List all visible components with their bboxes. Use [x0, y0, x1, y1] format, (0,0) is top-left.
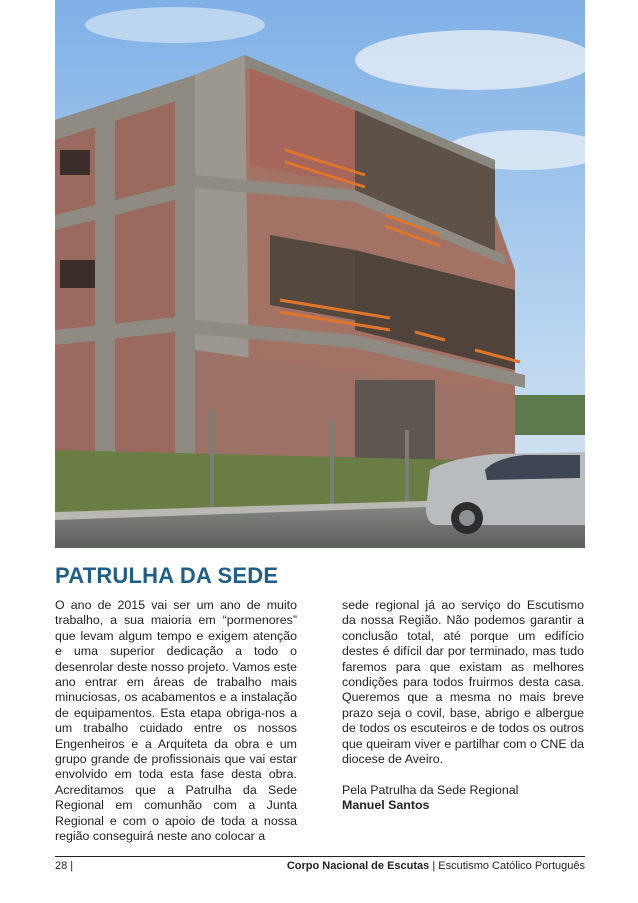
footer-subtitle: Escutismo Católico Português [438, 860, 585, 872]
building-photo-icon [55, 0, 585, 548]
article-title: PATRULHA DA SEDE [55, 563, 279, 588]
article-left-column [55, 598, 297, 845]
article-right-column [342, 598, 584, 814]
footer-divider [55, 856, 585, 857]
article-paragraph: O ano de 2015 vai ser um ano de muito trabalho, a sua maioria em “pormenores” que levam algum tempo e exigem atenção e uma superior dedicação a todo o desenrolar deste nosso projeto. Vamos este ano entrar em áreas de trabalho mais minuciosas, os acabamentos e a instalação de equipamentos. Esta etapa obriga-nos a um trabalho cuidado entre os nossos Engenheiros e a Arquiteta da obra e um grupo grande de profissionais que vai estar envolvido em toda esta fase desta obra. Acreditamos que a Patrulha da Sede Regional em comunhão com a Junta Regional e com o apoio de toda a nossa região conseguirá neste ano colocar a [55, 598, 297, 844]
signature-name: Manuel Santos [342, 798, 430, 813]
article-paragraph: sede regional já ao serviço do Escutismo da nossa Região. Não podemos garantir a conclusão total, até porque um edifício destes é difícil dar por terminado, mas tudo faremos para que existam as melhores condições para todos fruirmos desta casa. Queremos que a mesma no mais breve prazo seja o covil, base, abrigo e albergue de todos os escuteiros e de todos os outros que queiram viver e partilhar com o CNE da diocese de Aveiro. [342, 598, 584, 767]
signature-line: Pela Patrulha da Sede Regional [342, 782, 519, 797]
page-number: 28 | [55, 860, 74, 872]
building-photo [55, 0, 585, 548]
footer-separator: | [432, 860, 436, 872]
footer-organization: Corpo Nacional de Escutas [286, 860, 430, 872]
footer-publication [287, 860, 585, 872]
